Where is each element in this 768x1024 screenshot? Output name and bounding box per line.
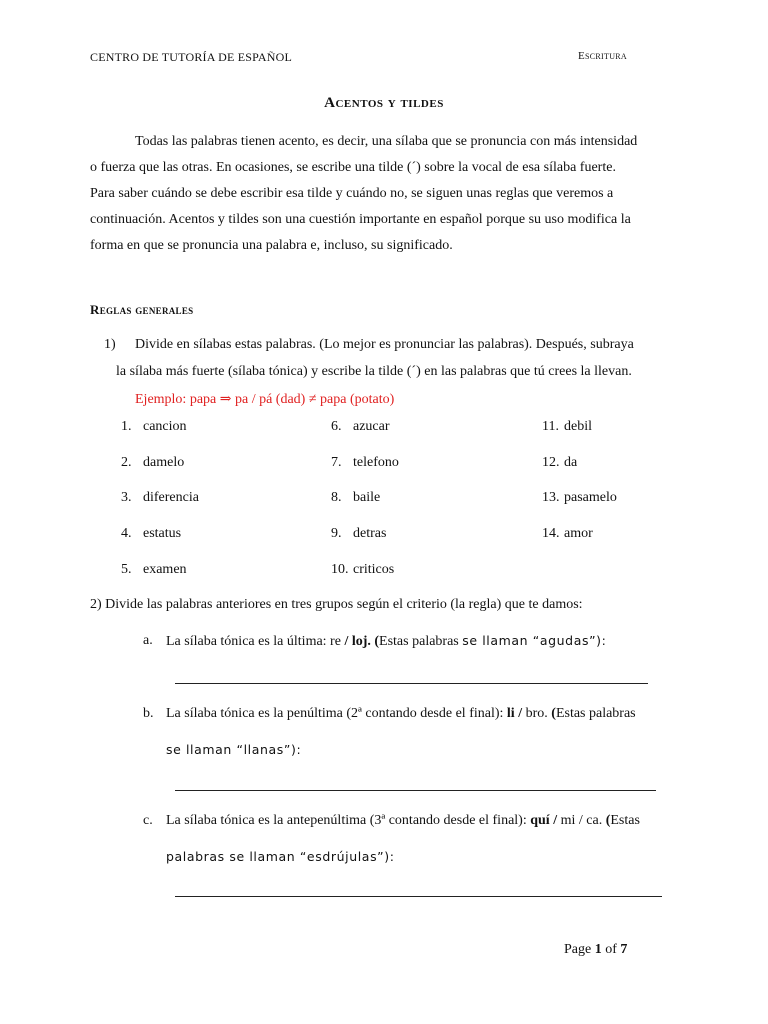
page-header-right: Escritura: [578, 50, 627, 62]
answer-blank-c[interactable]: [175, 896, 662, 897]
section-heading: Reglas generales: [90, 302, 194, 317]
word-item: 9. detras: [331, 526, 387, 541]
word-item: 8. baile: [331, 490, 381, 505]
exercise-1-number: 1): [104, 337, 116, 352]
intro-line: continuación. Acentos y tildes son una cuestión importante en español porque su uso modifica la: [90, 212, 631, 227]
exercise-1-instruction-cont: la sílaba más fuerte (sílaba tónica) y escribe la tilde (´) en las palabras que tú crees la llevan.: [116, 364, 632, 379]
page-header-left: CENTRO DE TUTORÍA DE ESPAÑOL: [90, 50, 293, 64]
word-item: 3. diferencia: [121, 490, 199, 505]
answer-blank-a[interactable]: [175, 683, 648, 684]
option-b-text: La sílaba tónica es la penúltima (2ª contando desde el final): li / bro. (Estas palabras: [166, 706, 636, 721]
option-a-text: La sílaba tónica es la última: re / loj. (Estas palabras se llaman “agudas”):: [166, 633, 607, 649]
intro-line: Para saber cuándo se debe escribir esa tilde y cuándo no, se siguen unas reglas que veremos a: [90, 186, 614, 201]
word-item: 12. da: [542, 455, 578, 470]
option-b-text-cont: se llaman “llanas”):: [166, 742, 302, 757]
option-b-letter: b.: [143, 706, 154, 721]
intro-line: o fuerza que las otras. En ocasiones, se escribe una tilde (´) sobre la vocal de esa sílaba fuerte.: [90, 160, 616, 175]
exercise-2-instruction: 2) Divide las palabras anteriores en tres grupos según el criterio (la regla) que te damos:: [90, 597, 583, 612]
word-item: 11. debil: [542, 419, 592, 434]
word-item: 4. estatus: [121, 526, 182, 541]
option-c-text-cont: palabras se llaman “esdrújulas”):: [166, 849, 395, 864]
word-item: 1. cancion: [121, 419, 187, 434]
word-item: 13. pasamelo: [542, 490, 617, 505]
intro-paragraph: [90, 129, 680, 259]
exercise-1-instruction: Divide en sílabas estas palabras. (Lo mejor es pronunciar las palabras). Después, subraya: [135, 337, 634, 352]
word-item: 14. amor: [542, 526, 593, 541]
page-title: Acentos y tildes: [324, 95, 444, 111]
option-c-text: La sílaba tónica es la antepenúltima (3ª contando desde el final): quí / mi / ca. (Estas: [166, 813, 640, 828]
word-item: 6. azucar: [331, 419, 390, 434]
word-item: 2. damelo: [121, 455, 185, 470]
word-item: 7. telefono: [331, 455, 399, 470]
intro-line: Todas las palabras tienen acento, es decir, una sílaba que se pronuncia con más intensidad: [135, 134, 638, 149]
exercise-1-example: Ejemplo: papa ⇒ pa / pá (dad) ≠ papa (potato): [135, 392, 395, 407]
option-c-letter: c.: [143, 813, 153, 828]
word-item: 10. criticos: [331, 562, 395, 577]
page-number: Page 1 of 7: [564, 942, 628, 957]
word-item: 5. examen: [121, 562, 187, 577]
answer-blank-b[interactable]: [175, 790, 656, 791]
intro-line: forma en que se pronuncia una palabra e, incluso, su significado.: [90, 238, 453, 253]
option-a-letter: a.: [143, 633, 153, 648]
